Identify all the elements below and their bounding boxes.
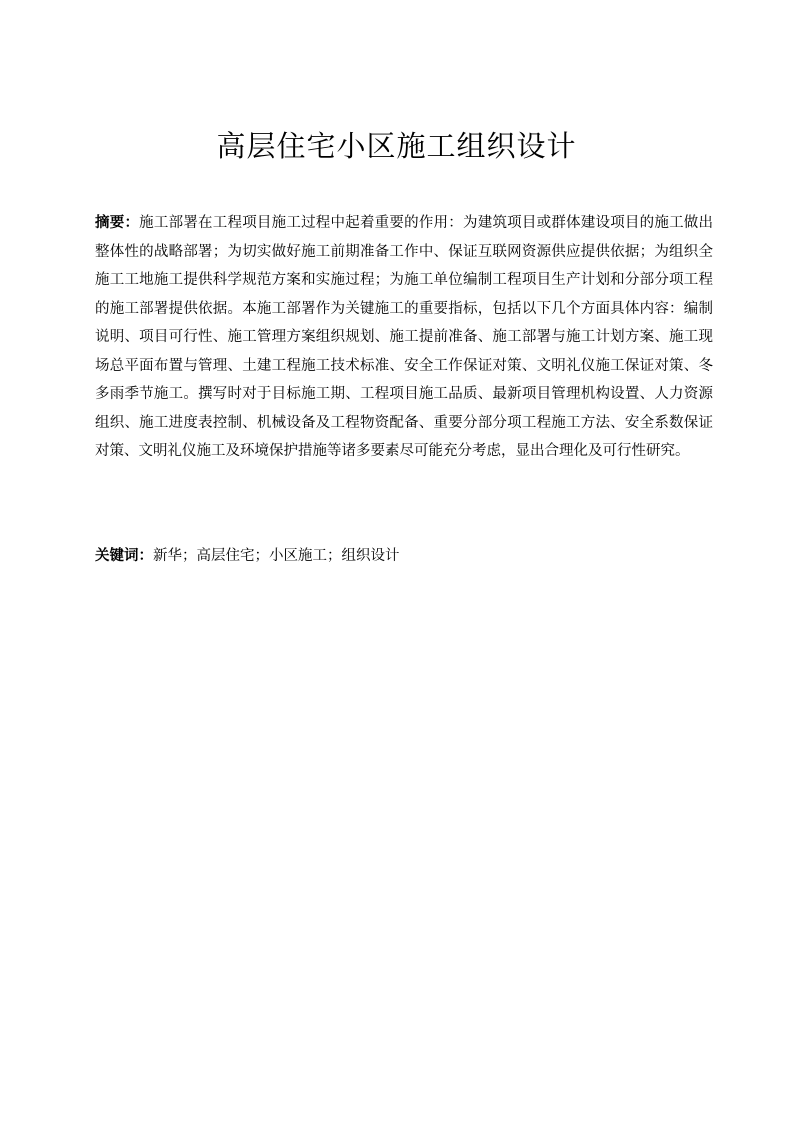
keywords-label: 关键词：	[95, 548, 153, 564]
abstract-label: 摘要：	[95, 215, 140, 231]
abstract-paragraph	[95, 209, 713, 466]
abstract-text: 施工部署在工程项目施工过程中起着重要的作用：为建筑项目或群体建设项目的施工做出整体性的战略部署；为切实做好施工前期准备工作中、保证互联网资源供应提供依据；为组织全施工工地施工提供科学规范方案和实施过程；为施工单位编制工程项目生产计划和分部分项工程的施工部署提供依据。本施工部署作为关键施工的重要指标，包括以下几个方面具体内容：编制说明、项目可行性、施工管理方案组织规划、施工提前准备、施工部署与施工计划方案、施工现场总平面布置与管理、土建工程施工技术标准、安全工作保证对策、文明礼仪施工保证对策、冬多雨季节施工。撰写时对于目标施工期、工程项目施工品质、最新项目管理机构设置、人力资源组织、施工进度表控制、机械设备及工程物资配备、重要分部分项工程施工方法、安全系数保证对策、文明礼仪施工及环境保护措施等诸多要素尽可能充分考虑，显出合理化及可行性研究。	[95, 215, 714, 459]
keywords-paragraph	[95, 542, 713, 570]
document-title: 高层住宅小区施工组织设计	[216, 129, 577, 163]
keywords-text: 新华；高层住宅；小区施工；组织设计	[153, 548, 400, 564]
